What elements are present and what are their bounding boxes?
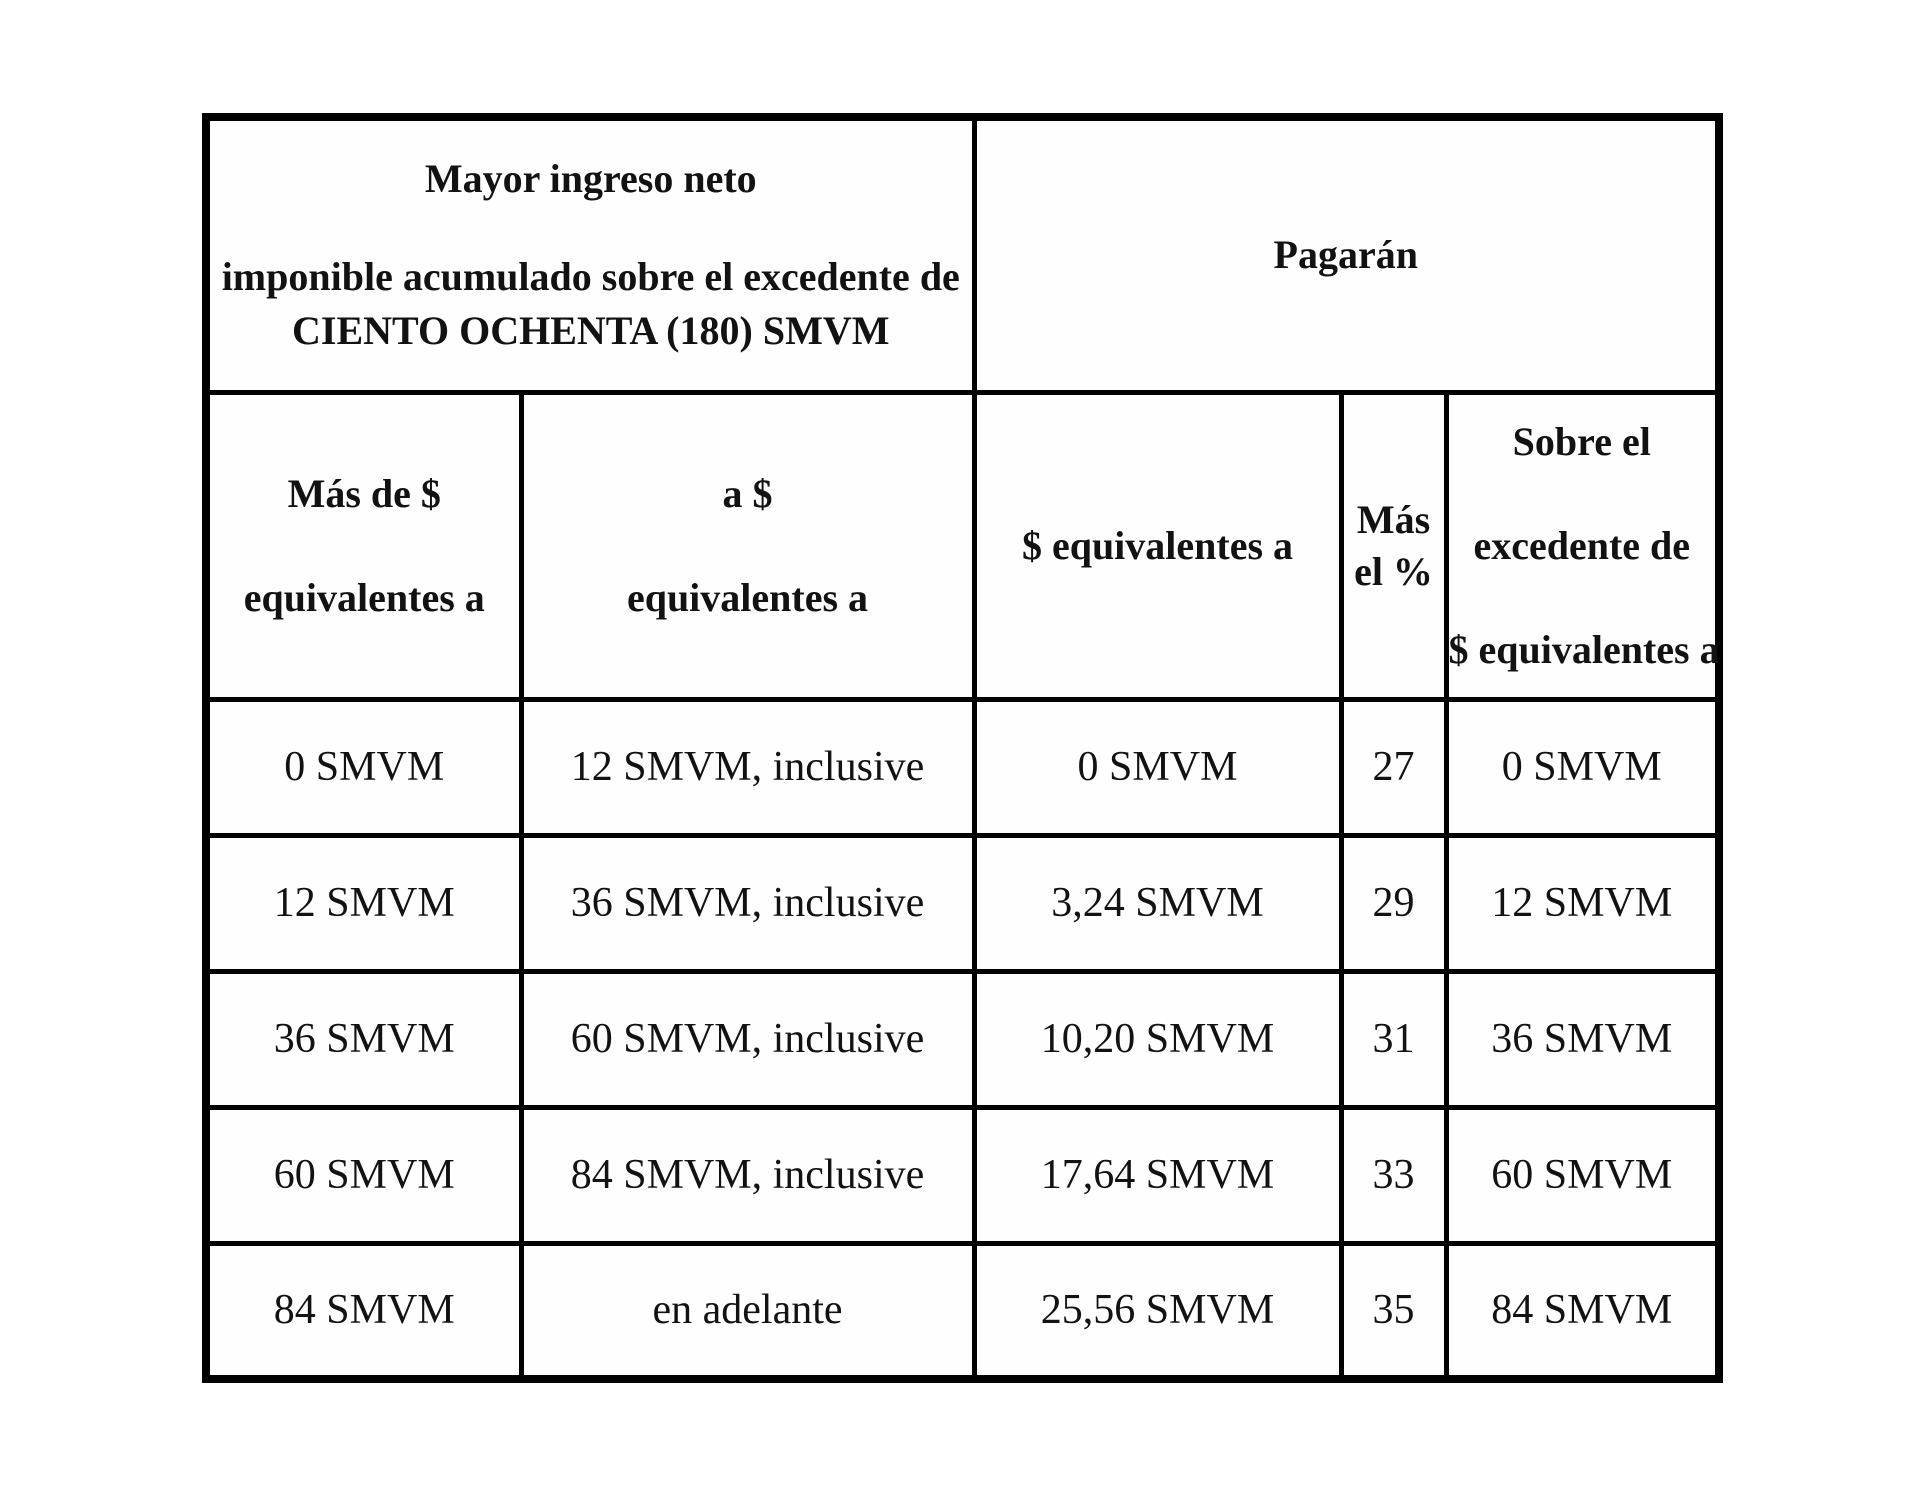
cell-from: 60 SMVM [206, 1107, 521, 1243]
col-header-a [521, 392, 974, 699]
cell-excess-over: 12 SMVM [1446, 835, 1719, 971]
col-header-equivalentes-line1: $ equivalentes a [1021, 522, 1294, 568]
table-row [206, 699, 1719, 835]
cell-rate-percent: 33 [1341, 1107, 1446, 1243]
table-row [206, 835, 1719, 971]
header-pagaran: Pagarán [974, 117, 1719, 392]
tax-scale-table-container [202, 113, 1723, 1383]
cell-rate-percent: 27 [1341, 699, 1446, 835]
col-header-equivalentes [974, 392, 1341, 699]
cell-to: en adelante [521, 1243, 974, 1379]
cell-to: 36 SMVM, inclusive [521, 835, 974, 971]
header-income-line1: Mayor ingreso neto [424, 156, 757, 202]
cell-fixed-amount: 10,20 SMVM [974, 971, 1341, 1107]
cell-from: 36 SMVM [206, 971, 521, 1107]
table-row [206, 1107, 1719, 1243]
col-header-sobre-excedente-line3: $ equivalentes a [1448, 626, 1720, 672]
col-header-mas-de-line1: Más de $ [287, 470, 441, 516]
cell-fixed-amount: 0 SMVM [974, 699, 1341, 835]
col-header-sobre-excedente-line2: excedente de [1473, 522, 1691, 568]
column-headers-row [206, 392, 1719, 699]
cell-to: 60 SMVM, inclusive [521, 971, 974, 1107]
cell-fixed-amount: 25,56 SMVM [974, 1243, 1341, 1379]
cell-fixed-amount: 17,64 SMVM [974, 1107, 1341, 1243]
cell-excess-over: 36 SMVM [1446, 971, 1719, 1107]
cell-fixed-amount: 3,24 SMVM [974, 835, 1341, 971]
table-row [206, 971, 1719, 1107]
cell-excess-over: 0 SMVM [1446, 699, 1719, 835]
cell-excess-over: 84 SMVM [1446, 1243, 1719, 1379]
header-group-row [206, 117, 1719, 392]
col-header-sobre-excedente [1446, 392, 1719, 699]
table-row [206, 1243, 1719, 1379]
col-header-mas-el-pct-line2: el % [1354, 548, 1433, 594]
header-income-line2: imponible acumulado sobre el excedente de [221, 254, 960, 300]
cell-from: 84 SMVM [206, 1243, 521, 1379]
cell-rate-percent: 29 [1341, 835, 1446, 971]
header-income-over-180-smvm [206, 117, 974, 392]
col-header-mas-el-pct [1341, 392, 1446, 699]
col-header-mas-de-line2: equivalentes a [243, 574, 485, 620]
tax-scale-table [202, 113, 1723, 1383]
cell-from: 12 SMVM [206, 835, 521, 971]
col-header-mas-el-pct-line1: Más [1356, 497, 1431, 543]
cell-to: 12 SMVM, inclusive [521, 699, 974, 835]
col-header-mas-de [206, 392, 521, 699]
cell-rate-percent: 35 [1341, 1243, 1446, 1379]
col-header-a-line1: a $ [722, 470, 773, 516]
cell-rate-percent: 31 [1341, 971, 1446, 1107]
cell-excess-over: 60 SMVM [1446, 1107, 1719, 1243]
cell-from: 0 SMVM [206, 699, 521, 835]
col-header-sobre-excedente-line1: Sobre el [1512, 418, 1651, 464]
col-header-a-line2: equivalentes a [626, 574, 869, 620]
header-income-line3: CIENTO OCHENTA (180) SMVM [292, 308, 890, 354]
cell-to: 84 SMVM, inclusive [521, 1107, 974, 1243]
